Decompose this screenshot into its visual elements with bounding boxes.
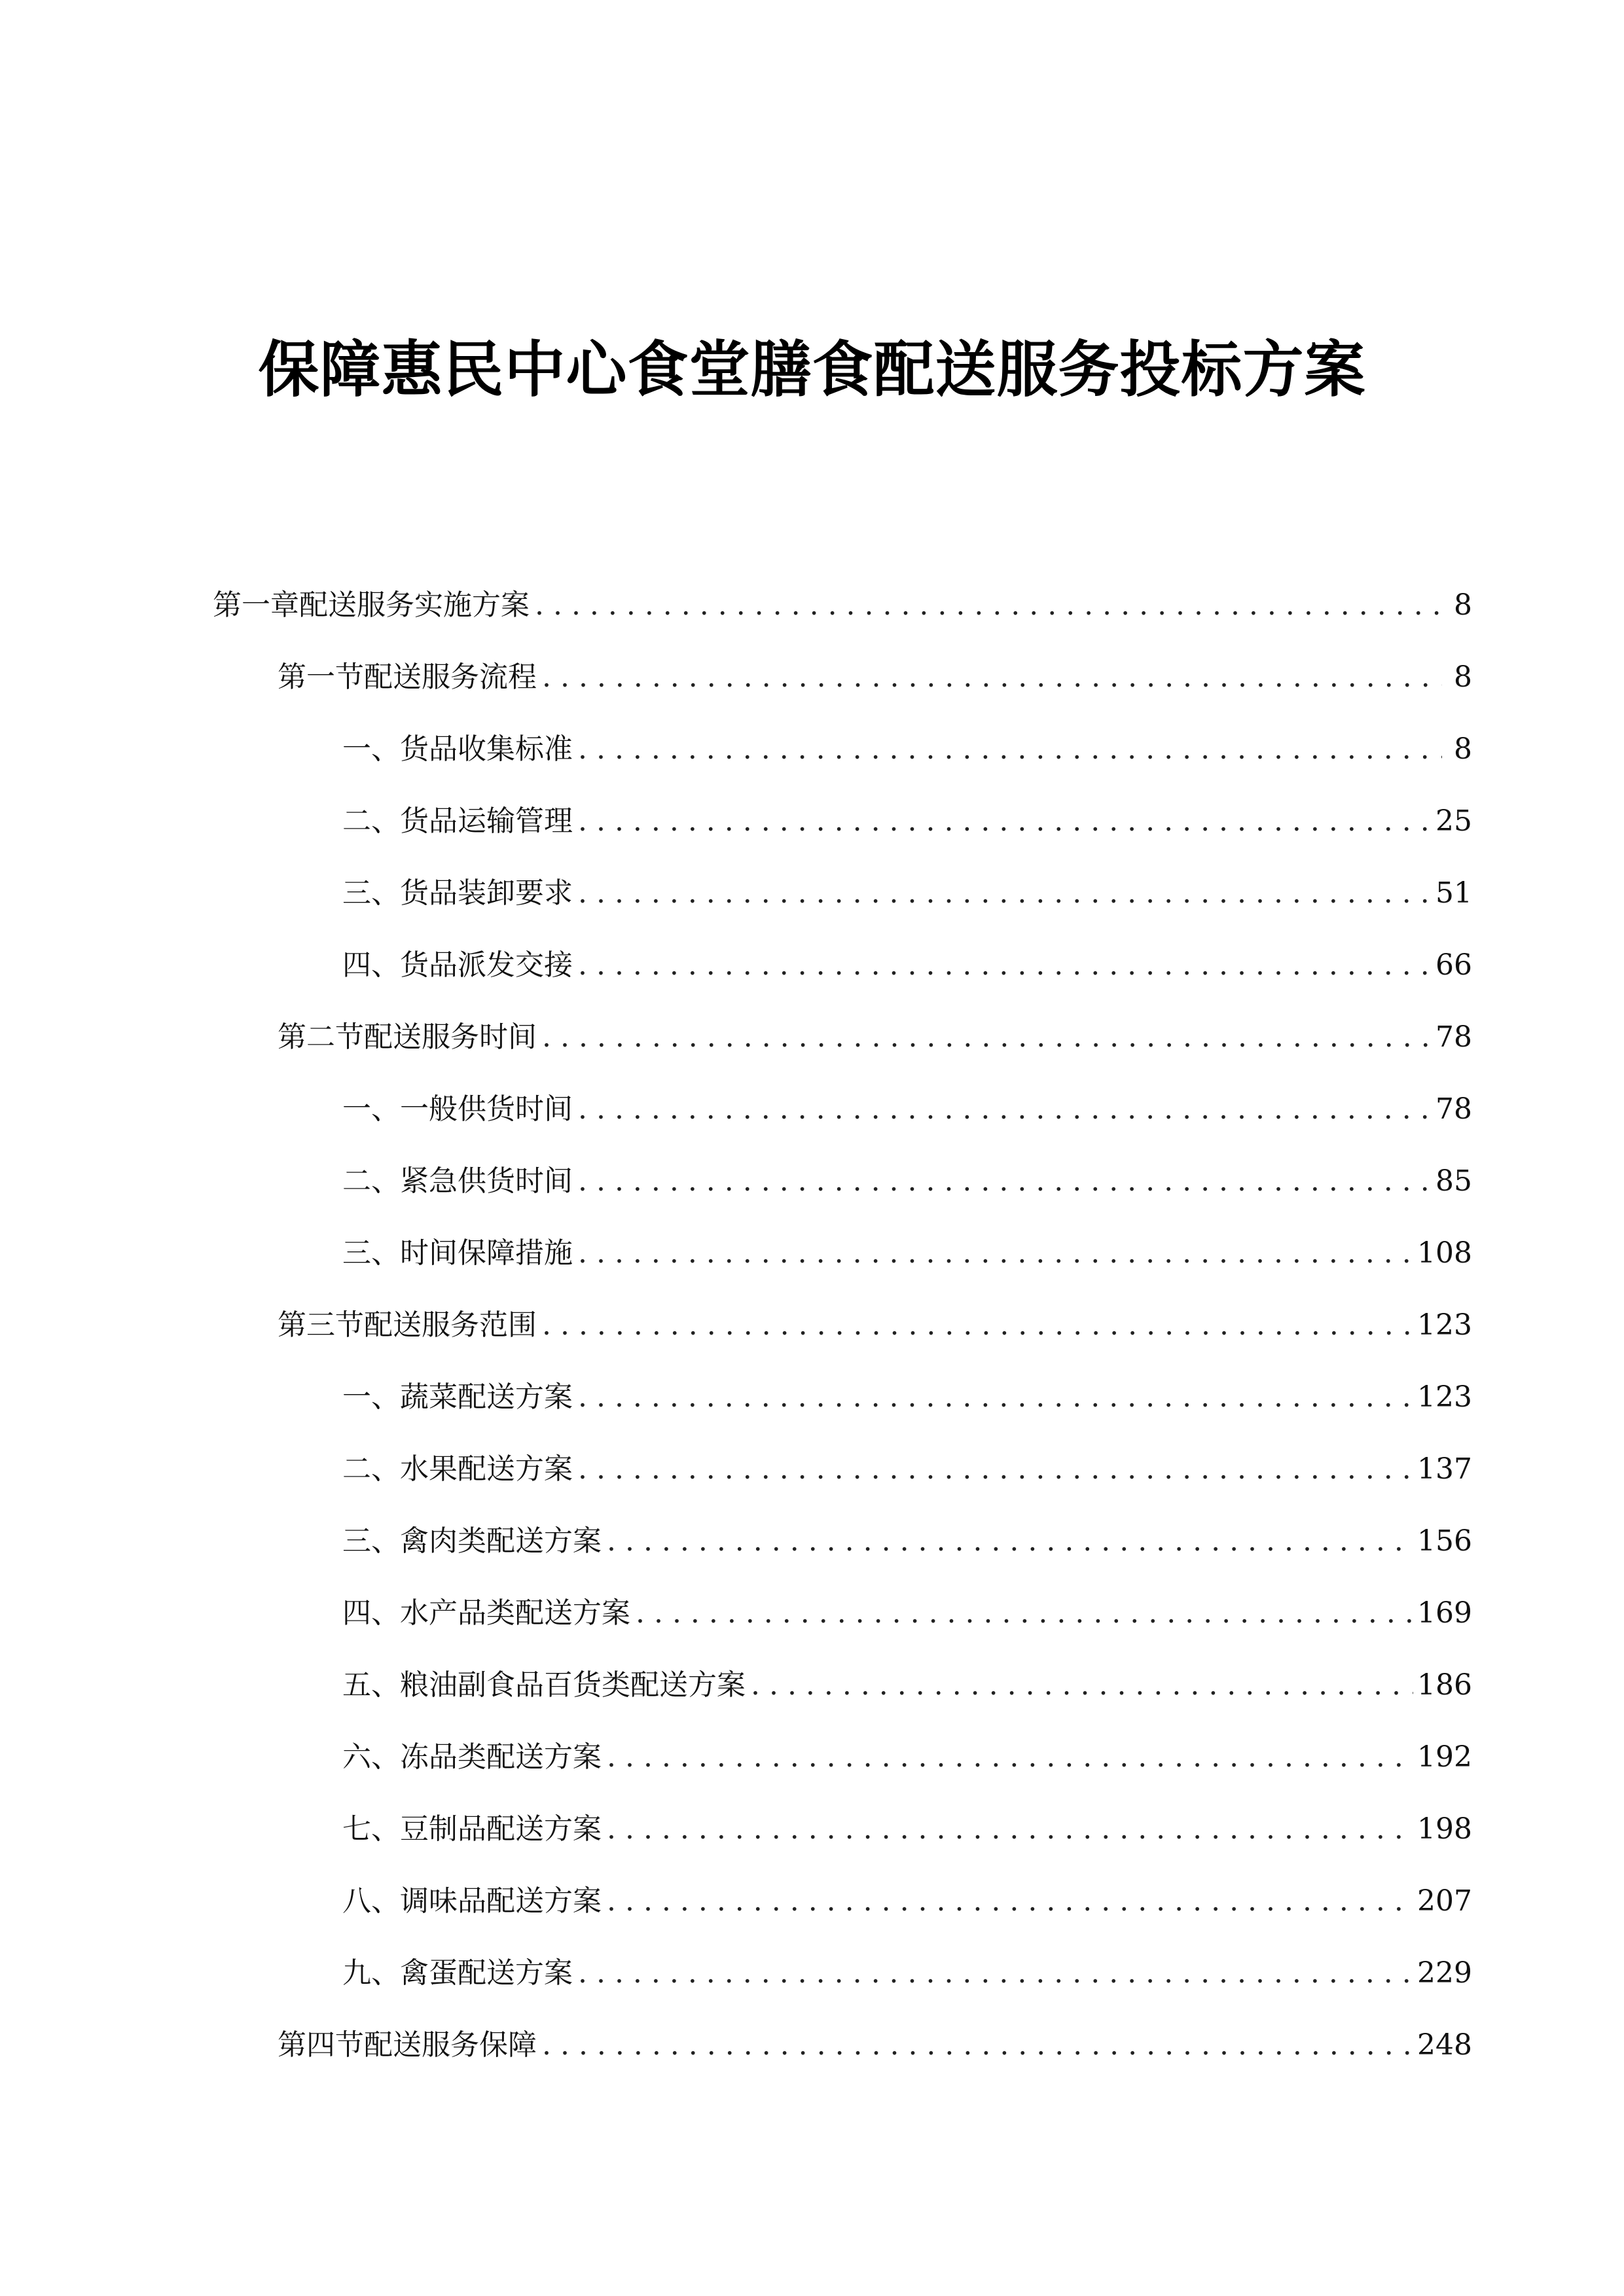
toc-dot-leader bbox=[578, 798, 1432, 844]
toc-page-number: 66 bbox=[1435, 948, 1472, 982]
toc-dot-leader bbox=[636, 1590, 1413, 1636]
toc-entry[interactable] bbox=[342, 870, 1472, 916]
toc-entry-number: 一、 bbox=[342, 732, 400, 766]
toc-dot-leader bbox=[578, 1374, 1413, 1420]
toc-entry-label: 配送服务范围 bbox=[364, 1308, 537, 1342]
toc-dot-leader bbox=[607, 1518, 1413, 1564]
toc-entry-number: 四、 bbox=[342, 948, 400, 982]
toc-entry[interactable] bbox=[278, 2022, 1472, 2068]
toc-entry[interactable] bbox=[342, 1806, 1472, 1852]
toc-page-number: 123 bbox=[1417, 1308, 1472, 1342]
toc-entry-number: 第二节 bbox=[278, 1020, 364, 1054]
toc-dot-leader bbox=[607, 1806, 1413, 1852]
toc-entry-number: 一、 bbox=[342, 1092, 400, 1126]
toc-dot-leader bbox=[542, 655, 1442, 700]
toc-dot-leader bbox=[578, 942, 1432, 988]
toc-entry-number: 第四节 bbox=[278, 2028, 364, 2062]
toc-entry-label: 冻品类配送方案 bbox=[400, 1740, 602, 1774]
toc-entry-label: 粮油副食品百货类配送方案 bbox=[400, 1668, 746, 1702]
toc-entry-number: 四、 bbox=[342, 1596, 400, 1630]
toc-page-number: 169 bbox=[1417, 1596, 1472, 1630]
toc-entry[interactable] bbox=[342, 1734, 1472, 1780]
toc-entry-label: 货品派发交接 bbox=[400, 948, 573, 982]
toc-page-number: 8 bbox=[1454, 732, 1472, 766]
toc-entry-number: 一、 bbox=[342, 1380, 400, 1414]
toc-page-number: 137 bbox=[1417, 1452, 1472, 1486]
toc-page-number: 8 bbox=[1454, 660, 1472, 694]
toc-dot-leader bbox=[578, 1950, 1413, 1996]
toc-entry-label: 货品装卸要求 bbox=[400, 876, 573, 910]
toc-dot-leader bbox=[535, 583, 1442, 628]
toc-entry-number: 二、 bbox=[342, 1164, 400, 1198]
document-title: 保障惠民中心食堂膳食配送服务投标方案 bbox=[258, 334, 1366, 405]
toc-dot-leader bbox=[578, 726, 1442, 772]
toc-page-number: 78 bbox=[1435, 1092, 1472, 1126]
toc-dot-leader bbox=[578, 1086, 1432, 1132]
toc-entry-number: 第一章 bbox=[213, 588, 299, 622]
toc-entry[interactable] bbox=[278, 655, 1472, 700]
toc-entry[interactable] bbox=[278, 1302, 1472, 1348]
toc-entry[interactable] bbox=[342, 1662, 1472, 1708]
toc-dot-leader bbox=[607, 1878, 1413, 1924]
toc-entry[interactable] bbox=[213, 583, 1472, 628]
toc-page-number: 78 bbox=[1435, 1020, 1472, 1054]
toc-entry[interactable] bbox=[342, 1374, 1472, 1420]
toc-entry-label: 配送服务实施方案 bbox=[299, 588, 530, 622]
toc-entry-number: 三、 bbox=[342, 876, 400, 910]
toc-dot-leader bbox=[578, 1158, 1432, 1204]
toc-entry-label: 禽蛋配送方案 bbox=[400, 1956, 573, 1990]
toc-entry[interactable] bbox=[342, 1086, 1472, 1132]
toc-entry[interactable] bbox=[342, 1446, 1472, 1492]
toc-entry-number: 八、 bbox=[342, 1884, 400, 1918]
toc-dot-leader bbox=[607, 1734, 1413, 1780]
toc-entry-label: 时间保障措施 bbox=[400, 1236, 573, 1270]
toc-entry-label: 配送服务保障 bbox=[364, 2028, 537, 2062]
toc-page-number: 156 bbox=[1417, 1524, 1472, 1558]
toc-dot-leader bbox=[542, 2022, 1413, 2068]
toc-page-number: 192 bbox=[1417, 1740, 1472, 1774]
toc-entry-label: 水果配送方案 bbox=[400, 1452, 573, 1486]
toc-entry[interactable] bbox=[342, 1950, 1472, 1996]
toc-page-number: 8 bbox=[1454, 588, 1472, 622]
toc-page-number: 25 bbox=[1435, 804, 1472, 838]
toc-entry-number: 九、 bbox=[342, 1956, 400, 1990]
toc-entry-label: 禽肉类配送方案 bbox=[400, 1524, 602, 1558]
toc-entry[interactable] bbox=[342, 1878, 1472, 1924]
toc-entry-label: 货品收集标准 bbox=[400, 732, 573, 766]
toc-entry[interactable] bbox=[342, 726, 1472, 772]
toc-entry[interactable] bbox=[342, 1590, 1472, 1636]
toc-entry[interactable] bbox=[342, 1230, 1472, 1276]
toc-entry-label: 一般供货时间 bbox=[400, 1092, 573, 1126]
toc-entry-number: 六、 bbox=[342, 1740, 400, 1774]
toc-page-number: 186 bbox=[1417, 1668, 1472, 1702]
toc-page-number: 123 bbox=[1417, 1380, 1472, 1414]
toc-page-number: 248 bbox=[1417, 2028, 1472, 2062]
toc-entry-label: 货品运输管理 bbox=[400, 804, 573, 838]
toc-dot-leader bbox=[578, 1446, 1413, 1492]
toc-entry-number: 七、 bbox=[342, 1812, 400, 1846]
toc-page-number: 108 bbox=[1417, 1236, 1472, 1270]
toc-entry-label: 蔬菜配送方案 bbox=[400, 1380, 573, 1414]
toc-entry[interactable] bbox=[342, 1158, 1472, 1204]
toc-page-number: 207 bbox=[1417, 1884, 1472, 1918]
toc-dot-leader bbox=[578, 1230, 1413, 1276]
toc-dot-leader bbox=[751, 1662, 1413, 1708]
toc-entry-number: 二、 bbox=[342, 804, 400, 838]
toc-entry-label: 水产品类配送方案 bbox=[400, 1596, 630, 1630]
toc-entry-label: 配送服务时间 bbox=[364, 1020, 537, 1054]
toc-entry-number: 第一节 bbox=[278, 660, 364, 694]
toc-entry-label: 调味品配送方案 bbox=[400, 1884, 602, 1918]
toc-entry[interactable] bbox=[342, 1518, 1472, 1564]
toc-dot-leader bbox=[578, 870, 1432, 916]
toc-entry[interactable] bbox=[342, 798, 1472, 844]
toc-page-number: 51 bbox=[1435, 876, 1472, 910]
toc-dot-leader bbox=[542, 1014, 1432, 1060]
toc-entry-label: 配送服务流程 bbox=[364, 660, 537, 694]
toc-entry-number: 三、 bbox=[342, 1524, 400, 1558]
toc-entry[interactable] bbox=[342, 942, 1472, 988]
toc-dot-leader bbox=[542, 1302, 1413, 1348]
toc-page-number: 85 bbox=[1435, 1164, 1472, 1198]
toc-entry-label: 豆制品配送方案 bbox=[400, 1812, 602, 1846]
toc-entry-label: 紧急供货时间 bbox=[400, 1164, 573, 1198]
toc-entry[interactable] bbox=[278, 1014, 1472, 1060]
toc-page-number: 229 bbox=[1417, 1956, 1472, 1990]
toc-entry-number: 三、 bbox=[342, 1236, 400, 1270]
toc-page-number: 198 bbox=[1417, 1812, 1472, 1846]
toc-entry-number: 二、 bbox=[342, 1452, 400, 1486]
toc-entry-number: 第三节 bbox=[278, 1308, 364, 1342]
toc-entry-number: 五、 bbox=[342, 1668, 400, 1702]
